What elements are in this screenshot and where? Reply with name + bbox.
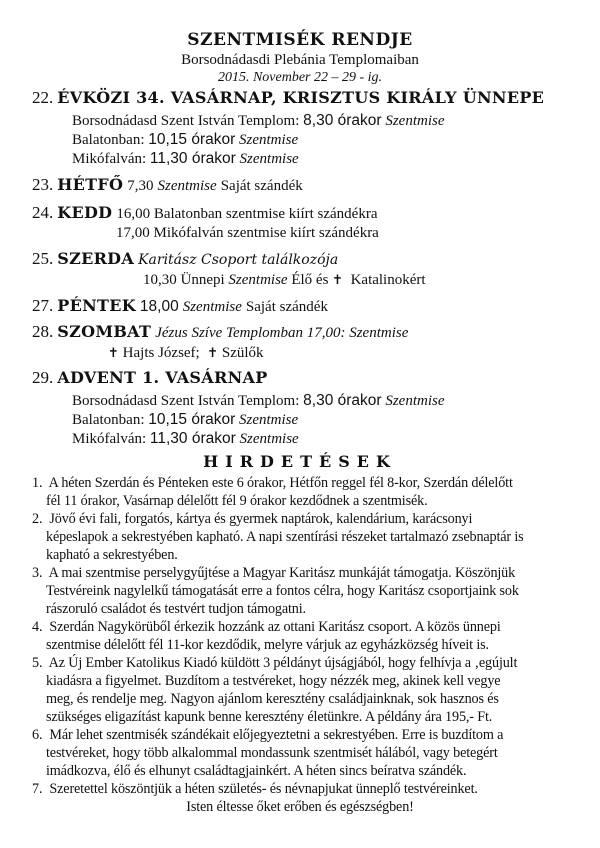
item-line: A héten Szerdán és Pénteken este 6 órakor, Hétfőn reggel fél 8-kor, Szerdán délelőtt (48, 475, 513, 491)
mass-time: 18,00 (139, 298, 179, 315)
day-number: 29. (32, 368, 54, 387)
page-subtitle: Borsodnádasdi Plebánia Templomaiban (181, 52, 419, 68)
announcements-list (32, 474, 598, 816)
day-27 (32, 295, 328, 318)
announcement-4 (32, 618, 598, 654)
mass-time: 11,30 órakor (149, 150, 236, 167)
item-line: imádkozva, élő és elhunyt családtagjainkért. A héten sincs beíratva szándék. (46, 763, 467, 779)
page-title: SZENTMISÉK RENDJE (187, 30, 413, 50)
announcement-1 (32, 474, 598, 510)
mass-label: Szentmise (239, 431, 299, 447)
mass-place: Borsodnádasd Szent István Templom: (72, 393, 304, 409)
day-name: ADVENT 1. VASÁRNAP (57, 368, 268, 387)
item-number: 6. (32, 727, 43, 743)
item-line: Jövő évi fali, forgatós, kártya és gyermek naptárok, kalendárium, karácsonyi (49, 511, 473, 527)
day-28-intentions (108, 344, 264, 363)
announcement-5 (32, 654, 598, 726)
mass-intention: Szülők (221, 345, 264, 361)
item-line: Már lehet szentmisék szándékait előjegyeztetni a sekrestyében. Erre is buzdítom a (49, 727, 504, 743)
day-name: ÉVKÖZI 34. VASÁRNAP, KRISZTUS KIRÁLY ÜNNEPE (57, 88, 545, 107)
item-line: szükséges eligazítást kapunk benne keresztény életünkre. A példány ára 195,- Ft. (46, 709, 493, 725)
closing-blessing: Isten éltesse őket erőben és egészségben! (186, 799, 414, 815)
announcement-3 (32, 564, 598, 618)
mass-place: Borsodnádasd Szent István Templom: (72, 113, 304, 129)
cross-icon: ✝ (207, 346, 219, 361)
day-name: PÉNTEK (57, 296, 136, 315)
mass-place: Balatonban: (72, 132, 149, 148)
item-line: kiadásra a figyelmet. Buzdítom a testvéreket, hogy nézzék meg, akinek kell vegye (46, 673, 501, 689)
mass-time: 8,30 órakor (303, 112, 382, 129)
day-number: 25. (32, 249, 54, 268)
item-line: képeslapok a sekrestyében kapható. A napi szentírási részeket tartalmazó zsebnaptár is (46, 529, 524, 545)
item-number: 4. (32, 619, 43, 635)
day-number: 22. (32, 88, 54, 107)
mass-time: 8,30 órakor (303, 392, 382, 409)
event-label: Karitász Csoport találkozója (138, 252, 339, 268)
day-22-mass-1 (72, 111, 445, 131)
day-29-mass-2 (72, 410, 298, 430)
mass-label: Szentmise (385, 113, 445, 129)
mass-intention: Saját szándék (245, 299, 328, 315)
mass-label: Szentmise (239, 151, 299, 167)
cross-icon: ✝ (332, 273, 344, 288)
item-line: szentmise délelőtt fél 11-kor kezdődik, melyre várjuk az egyházközség híveit is. (46, 637, 489, 653)
announcement-6 (32, 726, 598, 780)
announcement-7 (32, 780, 598, 798)
day-name: SZOMBAT (57, 322, 152, 341)
item-line: rászoruló családot és testvért tudjon támogatni. (46, 601, 306, 617)
item-number: 2. (32, 511, 43, 527)
item-line: meg, és rendelje meg. Nagyon ajánlom keresztény családjainknak, sok hasznos és (46, 691, 499, 707)
day-24-mass-2: 17,00 Mikófalván szentmise kiírt szándékra (116, 225, 379, 241)
cross-icon: ✝ (108, 346, 119, 361)
day-name: HÉTFŐ (57, 175, 124, 194)
item-number: 5. (32, 655, 43, 671)
mass-intention: Saját szándék (220, 178, 303, 194)
item-number: 7. (32, 781, 43, 797)
mass-time: 11,30 órakor (149, 430, 236, 447)
mass-time: 10,15 órakor (148, 131, 236, 148)
day-29-heading (32, 367, 268, 390)
day-29-mass-1 (72, 391, 445, 411)
announcement-2 (32, 510, 598, 564)
day-number: 27. (32, 296, 54, 315)
item-line: A mai szentmise perselygyűjtése a Magyar Karitász munkáját támogatja. Köszönjük (48, 565, 516, 581)
item-line: Szerdán Nagykörüből érkezik hozzánk az ottani Karitász csoport. A közös ünnepi (49, 619, 501, 635)
day-22-mass-2 (72, 130, 298, 150)
item-number: 3. (32, 565, 43, 581)
mass-line-1: 16,00 Balatonban szentmise kiírt szándékra (116, 206, 378, 222)
mass-label: Szentmise (182, 299, 242, 315)
day-25-mass (143, 271, 426, 290)
item-line: Testvéreink nagylelkű támogatását erre a fontos célra, hogy Karitász csoportjaink sok (46, 583, 519, 599)
mass-intention: Hajts József; (122, 345, 200, 361)
day-22-heading (32, 87, 544, 110)
announcements-heading: HIRDETÉSEK (203, 452, 397, 471)
item-line: Szeretettel köszöntjük a héten születés- és névnapjukat ünneplő testvéreinket. (49, 781, 478, 797)
mass-place: Mikófalván: (72, 431, 150, 447)
day-number: 28. (32, 322, 54, 341)
day-name: KEDD (57, 203, 113, 222)
mass-label: Szentmise (385, 393, 445, 409)
day-25 (32, 248, 338, 271)
date-range: 2015. November 22 – 29 - ig. (217, 70, 383, 85)
item-line: kapható a sekrestyében. (46, 547, 178, 563)
day-name: SZERDA (57, 249, 135, 268)
mass-time: 10,30 Ünnepi (143, 272, 225, 288)
mass-intention: Élő és (291, 272, 329, 288)
day-23 (32, 174, 303, 197)
day-24 (32, 202, 378, 225)
item-line: testvéreket, hogy több alkalommal mondassunk szentmisét hálából, vagy betegért (46, 745, 498, 761)
mass-time: 7,30 (127, 178, 154, 194)
mass-label: Szentmise (239, 412, 299, 428)
mass-intention-deceased: Katalinokért (350, 272, 426, 288)
mass-label: Szentmise (157, 178, 217, 194)
mass-place: Mikófalván: (72, 151, 150, 167)
day-28 (32, 321, 408, 344)
mass-place: Balatonban: (72, 412, 149, 428)
event-label: Jézus Szíve Templomban 17,00: Szentmise (155, 325, 409, 341)
item-line: fél 11 órakor, Vasárnap délelőtt fél 9 órakor kezdődnek a szentmisék. (46, 493, 428, 509)
day-number: 23. (32, 175, 54, 194)
day-22-mass-3 (72, 149, 299, 169)
item-number: 1. (32, 475, 43, 491)
mass-label: Szentmise (228, 272, 288, 288)
mass-label: Szentmise (239, 132, 299, 148)
day-29-mass-3 (72, 429, 299, 449)
mass-time: 10,15 órakor (148, 411, 236, 428)
day-number: 24. (32, 203, 54, 222)
item-line: Az Új Ember Katolikus Kiadó küldött 3 példányt újságjából, hogy felhívja a ‚egújult (48, 655, 518, 671)
